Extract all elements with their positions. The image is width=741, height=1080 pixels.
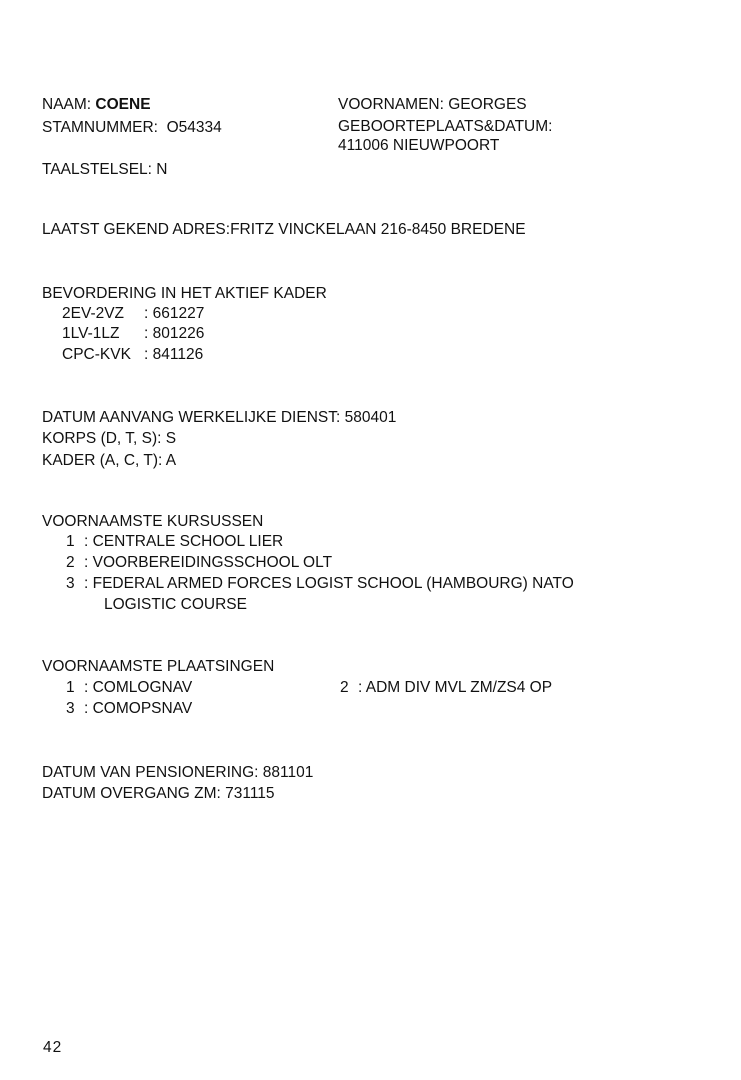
kursus-continuation: LOGISTIC COURSE (104, 596, 247, 613)
bevordering-item (62, 304, 204, 323)
voornamen-line (338, 95, 527, 114)
voornamen-value: GEORGES (448, 96, 527, 113)
aanvang-line: DATUM AANVANG WERKELIJKE DIENST: 580401 (42, 409, 397, 426)
pensionering-line: DATUM VAN PENSIONERING: 881101 (42, 764, 314, 781)
plaatsing-text: : COMOPSNAV (84, 700, 193, 717)
plaatsing-text: : COMLOGNAV (84, 679, 193, 696)
kursus-num: 3 (66, 575, 75, 592)
stamnummer-line (42, 118, 222, 137)
geboorte-label: GEBOORTEPLAATS&DATUM: (338, 118, 553, 135)
bevordering-rank: CPC-KVK (62, 346, 131, 363)
taalstelsel-label: TAALSTELSEL: (42, 161, 152, 178)
taalstelsel-value: N (156, 161, 168, 178)
plaatsing-num: 2 (340, 679, 349, 696)
adres-line: LAATST GEKEND ADRES:FRITZ VINCKELAAN 216-8450 BREDENE (42, 221, 526, 238)
plaatsing-item (66, 699, 192, 718)
plaatsingen-title: VOORNAAMSTE PLAATSINGEN (42, 658, 275, 675)
bevordering-item (62, 345, 203, 364)
kader-line: KADER (A, C, T): A (42, 452, 177, 469)
plaatsing-num: 1 (66, 679, 75, 696)
kursus-text: : VOORBEREIDINGSSCHOOL OLT (84, 554, 333, 571)
kursus-text: : FEDERAL ARMED FORCES LOGIST SCHOOL (HAMBOURG) NATO (84, 575, 574, 592)
bevordering-item (62, 324, 204, 343)
bevordering-rank: 2EV-2VZ (62, 305, 125, 322)
kursus-text: : CENTRALE SCHOOL LIER (84, 533, 284, 550)
bevordering-title: BEVORDERING IN HET AKTIEF KADER (42, 285, 327, 302)
bevordering-date: : 841126 (144, 346, 204, 363)
naam-label: NAAM: (42, 96, 92, 113)
kursus-num: 1 (66, 533, 75, 550)
overgang-line: DATUM OVERGANG ZM: 731115 (42, 785, 275, 802)
kursus-num: 2 (66, 554, 75, 571)
kursussen-title: VOORNAAMSTE KURSUSSEN (42, 513, 264, 530)
geboorte-value: 411006 NIEUWPOORT (338, 137, 500, 154)
voornamen-label: VOORNAMEN: (338, 96, 444, 113)
kursus-item (66, 574, 574, 593)
taalstelsel-line (42, 160, 168, 179)
plaatsing-num: 3 (66, 700, 75, 717)
kursus-item (66, 532, 283, 551)
plaatsing-item (66, 678, 192, 697)
page-number: 42 (43, 1039, 63, 1056)
bevordering-date: : 661227 (144, 305, 205, 322)
naam-line (42, 95, 151, 114)
bevordering-date: : 801226 (144, 325, 205, 342)
naam-value: COENE (95, 96, 151, 113)
bevordering-rank: 1LV-1LZ (62, 325, 120, 342)
stamnummer-label: STAMNUMMER: (42, 119, 158, 136)
plaatsing-item (340, 678, 552, 697)
plaatsing-text: : ADM DIV MVL ZM/ZS4 OP (358, 679, 553, 696)
stamnummer-value: O54334 (166, 119, 222, 136)
korps-line: KORPS (D, T, S): S (42, 430, 177, 447)
kursus-item (66, 553, 332, 572)
